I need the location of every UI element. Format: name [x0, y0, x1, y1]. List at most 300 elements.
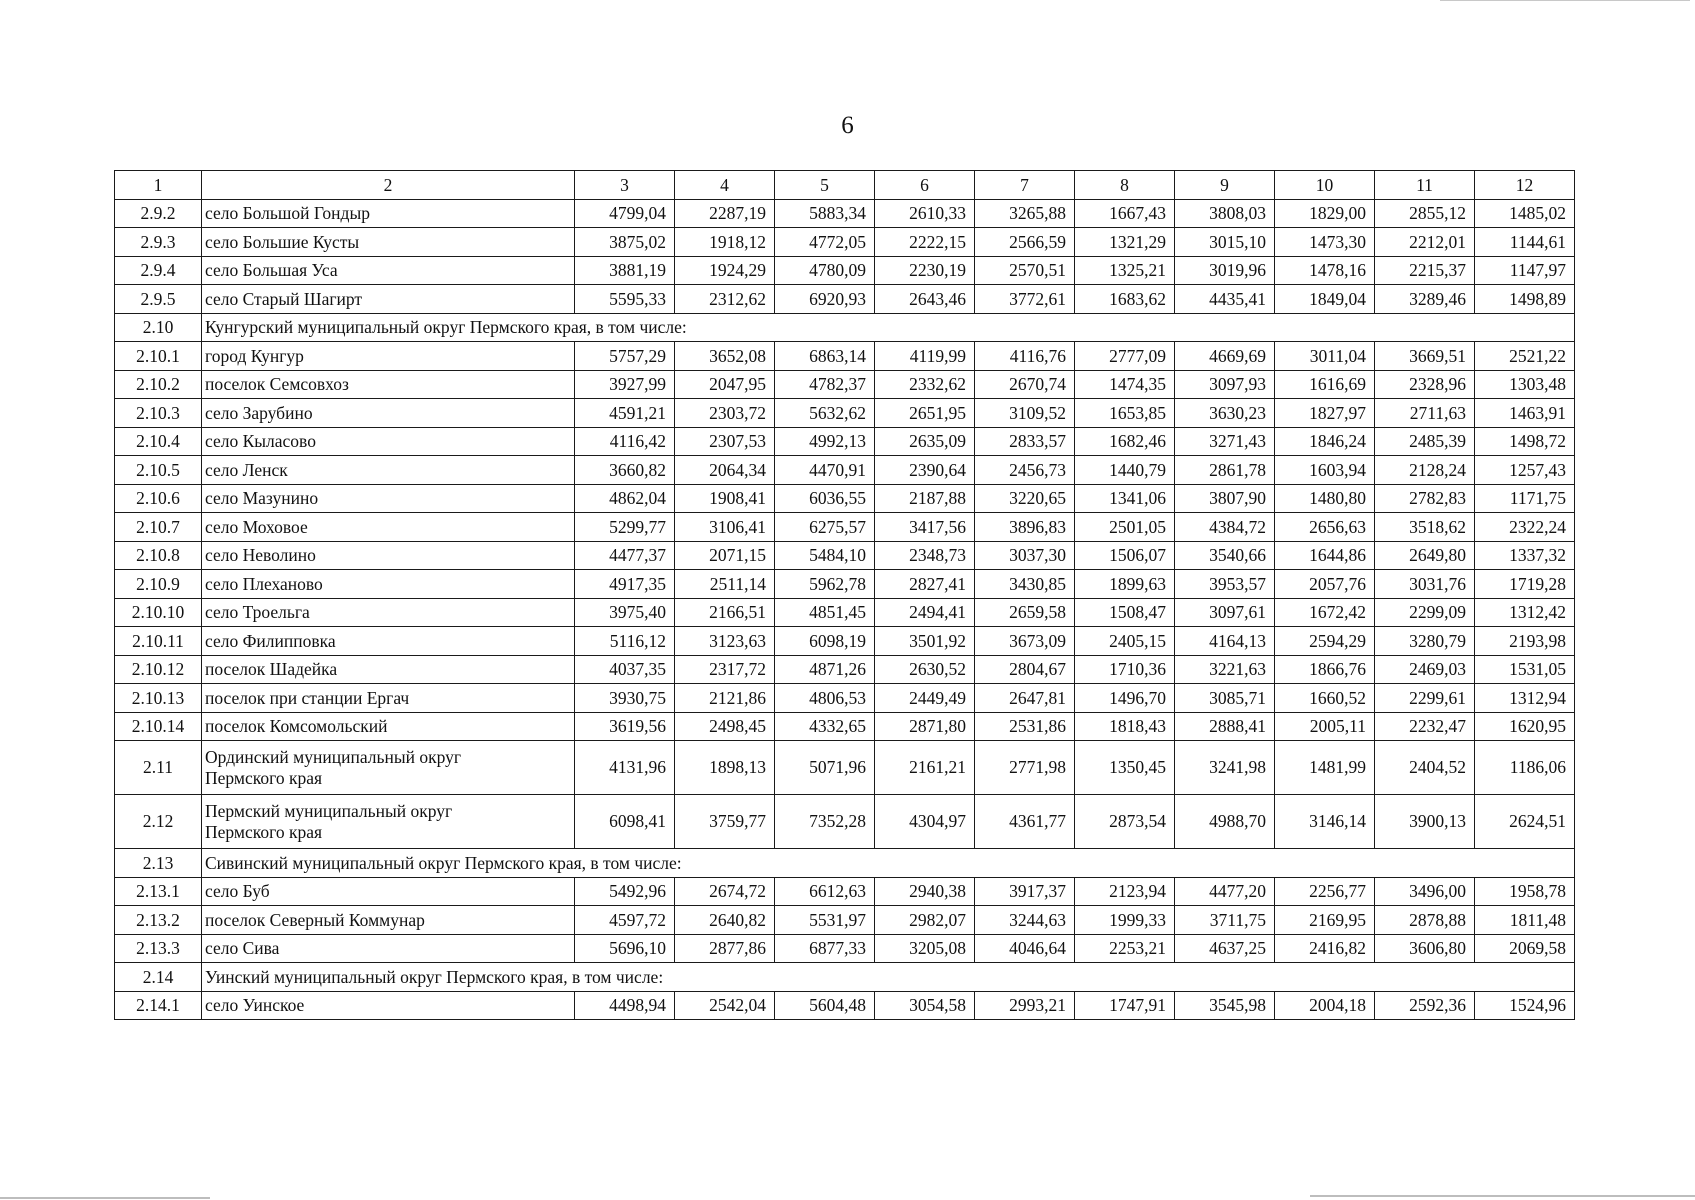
value-cell: 1924,29	[675, 256, 775, 285]
value-cell: 1350,45	[1075, 741, 1175, 795]
value-cell: 5071,96	[775, 741, 875, 795]
value-cell: 2624,51	[1475, 795, 1575, 849]
value-cell: 2307,53	[675, 427, 775, 456]
row-code: 2.11	[115, 741, 202, 795]
value-cell: 1682,46	[1075, 427, 1175, 456]
value-cell: 4119,99	[875, 342, 975, 371]
value-cell: 2390,64	[875, 456, 975, 485]
value-cell: 3953,57	[1175, 570, 1275, 599]
value-cell: 2064,34	[675, 456, 775, 485]
table-row	[115, 541, 1575, 570]
value-cell: 2670,74	[975, 370, 1075, 399]
value-cell: 2782,83	[1375, 484, 1475, 513]
value-cell: 2253,21	[1075, 934, 1175, 963]
value-cell: 3518,62	[1375, 513, 1475, 542]
value-cell: 2610,33	[875, 199, 975, 228]
value-cell: 1908,41	[675, 484, 775, 513]
value-cell: 4992,13	[775, 427, 875, 456]
group-row	[115, 963, 1575, 992]
value-cell: 3265,88	[975, 199, 1075, 228]
value-cell: 3220,65	[975, 484, 1075, 513]
value-cell: 1524,96	[1475, 991, 1575, 1020]
table-row	[115, 228, 1575, 257]
value-cell: 3015,10	[1175, 228, 1275, 257]
row-name: село Зарубино	[202, 399, 575, 428]
value-cell: 2656,63	[1275, 513, 1375, 542]
row-name: село Старый Шагирт	[202, 285, 575, 314]
row-code: 2.9.5	[115, 285, 202, 314]
value-cell: 1321,29	[1075, 228, 1175, 257]
value-cell: 2047,95	[675, 370, 775, 399]
value-cell: 2888,41	[1175, 712, 1275, 741]
value-cell: 3501,92	[875, 627, 975, 656]
table-row	[115, 256, 1575, 285]
value-cell: 5299,77	[575, 513, 675, 542]
column-number-cell: 6	[875, 171, 975, 200]
value-cell: 2630,52	[875, 655, 975, 684]
value-cell: 4851,45	[775, 598, 875, 627]
value-cell: 1341,06	[1075, 484, 1175, 513]
value-cell: 3673,09	[975, 627, 1075, 656]
value-cell: 2069,58	[1475, 934, 1575, 963]
value-cell: 2193,98	[1475, 627, 1575, 656]
column-number-cell: 2	[202, 171, 575, 200]
column-number-cell: 3	[575, 171, 675, 200]
value-cell: 2222,15	[875, 228, 975, 257]
row-name: поселок Семсовхоз	[202, 370, 575, 399]
value-cell: 3146,14	[1275, 795, 1375, 849]
value-cell: 4782,37	[775, 370, 875, 399]
value-cell: 3097,93	[1175, 370, 1275, 399]
value-cell: 4037,35	[575, 655, 675, 684]
value-cell: 2635,09	[875, 427, 975, 456]
column-number-row	[115, 171, 1575, 200]
value-cell: 1849,04	[1275, 285, 1375, 314]
value-cell: 3759,77	[675, 795, 775, 849]
value-cell: 2511,14	[675, 570, 775, 599]
value-cell: 3289,46	[1375, 285, 1475, 314]
value-cell: 2877,86	[675, 934, 775, 963]
value-cell: 1474,35	[1075, 370, 1175, 399]
value-cell: 1827,97	[1275, 399, 1375, 428]
column-number-cell: 4	[675, 171, 775, 200]
value-cell: 1603,94	[1275, 456, 1375, 485]
value-cell: 2123,94	[1075, 877, 1175, 906]
table-row	[115, 795, 1575, 849]
value-cell: 2322,24	[1475, 513, 1575, 542]
value-cell: 2871,80	[875, 712, 975, 741]
value-cell: 2940,38	[875, 877, 975, 906]
row-code: 2.10.12	[115, 655, 202, 684]
value-cell: 2643,46	[875, 285, 975, 314]
value-cell: 2485,39	[1375, 427, 1475, 456]
value-cell: 3430,85	[975, 570, 1075, 599]
row-name: Ординский муниципальный округ Пермского края	[202, 741, 575, 795]
value-cell: 2640,82	[675, 906, 775, 935]
value-cell: 2187,88	[875, 484, 975, 513]
value-cell: 2449,49	[875, 684, 975, 713]
value-cell: 3019,96	[1175, 256, 1275, 285]
value-cell: 2861,78	[1175, 456, 1275, 485]
value-cell: 4116,42	[575, 427, 675, 456]
table-row	[115, 427, 1575, 456]
value-cell: 3011,04	[1275, 342, 1375, 371]
table-row	[115, 712, 1575, 741]
row-code: 2.10.13	[115, 684, 202, 713]
table-row	[115, 342, 1575, 371]
value-cell: 2570,51	[975, 256, 1075, 285]
row-code: 2.10.9	[115, 570, 202, 599]
value-cell: 1147,97	[1475, 256, 1575, 285]
row-code: 2.13.3	[115, 934, 202, 963]
scan-edge-line	[0, 1197, 210, 1199]
value-cell: 3808,03	[1175, 199, 1275, 228]
value-cell: 4597,72	[575, 906, 675, 935]
value-cell: 1481,99	[1275, 741, 1375, 795]
value-cell: 2777,09	[1075, 342, 1175, 371]
column-number-cell: 1	[115, 171, 202, 200]
value-cell: 2804,67	[975, 655, 1075, 684]
group-row	[115, 313, 1575, 342]
value-cell: 4498,94	[575, 991, 675, 1020]
value-cell: 4862,04	[575, 484, 675, 513]
value-cell: 2128,24	[1375, 456, 1475, 485]
value-cell: 3772,61	[975, 285, 1075, 314]
table-row	[115, 456, 1575, 485]
scan-edge-line	[1310, 1195, 1695, 1197]
value-cell: 1498,89	[1475, 285, 1575, 314]
value-cell: 3241,98	[1175, 741, 1275, 795]
value-cell: 4669,69	[1175, 342, 1275, 371]
value-cell: 2566,59	[975, 228, 1075, 257]
table-row	[115, 991, 1575, 1020]
value-cell: 1719,28	[1475, 570, 1575, 599]
value-cell: 3896,83	[975, 513, 1075, 542]
row-code: 2.10	[115, 313, 202, 342]
value-cell: 3545,98	[1175, 991, 1275, 1020]
column-number-cell: 10	[1275, 171, 1375, 200]
page-number: 6	[841, 112, 854, 139]
value-cell: 2416,82	[1275, 934, 1375, 963]
value-cell: 1337,32	[1475, 541, 1575, 570]
value-cell: 2873,54	[1075, 795, 1175, 849]
row-name: село Ленск	[202, 456, 575, 485]
group-title: Кунгурский муниципальный округ Пермского края, в том числе:	[202, 313, 1575, 342]
value-cell: 4164,13	[1175, 627, 1275, 656]
value-cell: 3881,19	[575, 256, 675, 285]
value-cell: 6920,93	[775, 285, 875, 314]
value-cell: 2256,77	[1275, 877, 1375, 906]
value-cell: 1473,30	[1275, 228, 1375, 257]
row-code: 2.10.11	[115, 627, 202, 656]
value-cell: 2404,52	[1375, 741, 1475, 795]
value-cell: 4637,25	[1175, 934, 1275, 963]
value-cell: 1829,00	[1275, 199, 1375, 228]
value-cell: 7352,28	[775, 795, 875, 849]
row-name: Пермский муниципальный округ Пермского края	[202, 795, 575, 849]
column-number-cell: 9	[1175, 171, 1275, 200]
row-name: поселок Шадейка	[202, 655, 575, 684]
value-cell: 2993,21	[975, 991, 1075, 1020]
value-cell: 2659,58	[975, 598, 1075, 627]
table-row	[115, 370, 1575, 399]
value-cell: 1672,42	[1275, 598, 1375, 627]
row-code: 2.13.1	[115, 877, 202, 906]
value-cell: 3221,63	[1175, 655, 1275, 684]
value-cell: 4591,21	[575, 399, 675, 428]
value-cell: 1257,43	[1475, 456, 1575, 485]
value-cell: 3037,30	[975, 541, 1075, 570]
value-cell: 1312,42	[1475, 598, 1575, 627]
table-row	[115, 199, 1575, 228]
value-cell: 2674,72	[675, 877, 775, 906]
value-cell: 1498,72	[1475, 427, 1575, 456]
tariff-table	[114, 170, 1575, 1020]
value-cell: 2982,07	[875, 906, 975, 935]
value-cell: 5116,12	[575, 627, 675, 656]
table-row	[115, 684, 1575, 713]
value-cell: 2771,98	[975, 741, 1075, 795]
value-cell: 3109,52	[975, 399, 1075, 428]
table-row	[115, 598, 1575, 627]
value-cell: 2071,15	[675, 541, 775, 570]
value-cell: 1818,43	[1075, 712, 1175, 741]
value-cell: 3540,66	[1175, 541, 1275, 570]
column-number-cell: 11	[1375, 171, 1475, 200]
value-cell: 2287,19	[675, 199, 775, 228]
row-code: 2.10.3	[115, 399, 202, 428]
value-cell: 1811,48	[1475, 906, 1575, 935]
value-cell: 1496,70	[1075, 684, 1175, 713]
value-cell: 1999,33	[1075, 906, 1175, 935]
value-cell: 1683,62	[1075, 285, 1175, 314]
value-cell: 1660,52	[1275, 684, 1375, 713]
value-cell: 3975,40	[575, 598, 675, 627]
row-code: 2.10.2	[115, 370, 202, 399]
column-number-cell: 5	[775, 171, 875, 200]
value-cell: 2230,19	[875, 256, 975, 285]
value-cell: 4435,41	[1175, 285, 1275, 314]
value-cell: 3660,82	[575, 456, 675, 485]
value-cell: 2878,88	[1375, 906, 1475, 935]
value-cell: 1846,24	[1275, 427, 1375, 456]
value-cell: 1747,91	[1075, 991, 1175, 1020]
row-code: 2.9.3	[115, 228, 202, 257]
row-name: село Большой Гондыр	[202, 199, 575, 228]
row-name: поселок при станции Ергач	[202, 684, 575, 713]
table-row	[115, 484, 1575, 513]
group-title: Уинский муниципальный округ Пермского края, в том числе:	[202, 963, 1575, 992]
value-cell: 3244,63	[975, 906, 1075, 935]
value-cell: 1653,85	[1075, 399, 1175, 428]
value-cell: 3280,79	[1375, 627, 1475, 656]
value-cell: 2328,96	[1375, 370, 1475, 399]
value-cell: 2299,09	[1375, 598, 1475, 627]
row-name: село Троельга	[202, 598, 575, 627]
value-cell: 4304,97	[875, 795, 975, 849]
row-name: поселок Северный Коммунар	[202, 906, 575, 935]
value-cell: 5492,96	[575, 877, 675, 906]
table-row	[115, 627, 1575, 656]
value-cell: 2215,37	[1375, 256, 1475, 285]
table-row	[115, 655, 1575, 684]
value-cell: 2348,73	[875, 541, 975, 570]
value-cell: 3054,58	[875, 991, 975, 1020]
value-cell: 1899,63	[1075, 570, 1175, 599]
value-cell: 4806,53	[775, 684, 875, 713]
row-name: поселок Комсомольский	[202, 712, 575, 741]
value-cell: 6877,33	[775, 934, 875, 963]
value-cell: 2057,76	[1275, 570, 1375, 599]
value-cell: 2212,01	[1375, 228, 1475, 257]
value-cell: 4917,35	[575, 570, 675, 599]
value-cell: 4988,70	[1175, 795, 1275, 849]
value-cell: 3930,75	[575, 684, 675, 713]
row-name: город Кунгур	[202, 342, 575, 371]
column-number-cell: 7	[975, 171, 1075, 200]
row-code: 2.10.6	[115, 484, 202, 513]
value-cell: 4361,77	[975, 795, 1075, 849]
value-cell: 2456,73	[975, 456, 1075, 485]
row-code: 2.9.2	[115, 199, 202, 228]
table-row	[115, 513, 1575, 542]
value-cell: 6098,41	[575, 795, 675, 849]
value-cell: 2592,36	[1375, 991, 1475, 1020]
value-cell: 2531,86	[975, 712, 1075, 741]
table-row	[115, 877, 1575, 906]
value-cell: 2711,63	[1375, 399, 1475, 428]
table-row	[115, 934, 1575, 963]
value-cell: 1918,12	[675, 228, 775, 257]
value-cell: 3875,02	[575, 228, 675, 257]
row-code: 2.10.10	[115, 598, 202, 627]
value-cell: 4799,04	[575, 199, 675, 228]
value-cell: 2542,04	[675, 991, 775, 1020]
value-cell: 2121,86	[675, 684, 775, 713]
value-cell: 6036,55	[775, 484, 875, 513]
value-cell: 3085,71	[1175, 684, 1275, 713]
value-cell: 5531,97	[775, 906, 875, 935]
row-code: 2.10.8	[115, 541, 202, 570]
value-cell: 2498,45	[675, 712, 775, 741]
row-name: село Буб	[202, 877, 575, 906]
table-row	[115, 741, 1575, 795]
row-name: село Кыласово	[202, 427, 575, 456]
value-cell: 1440,79	[1075, 456, 1175, 485]
value-cell: 2827,41	[875, 570, 975, 599]
value-cell: 3417,56	[875, 513, 975, 542]
value-cell: 5604,48	[775, 991, 875, 1020]
value-cell: 2649,80	[1375, 541, 1475, 570]
value-cell: 3900,13	[1375, 795, 1475, 849]
value-cell: 4772,05	[775, 228, 875, 257]
column-number-cell: 8	[1075, 171, 1175, 200]
row-code: 2.10.14	[115, 712, 202, 741]
value-cell: 2833,57	[975, 427, 1075, 456]
value-cell: 4131,96	[575, 741, 675, 795]
value-cell: 1508,47	[1075, 598, 1175, 627]
value-cell: 4477,37	[575, 541, 675, 570]
value-cell: 4332,65	[775, 712, 875, 741]
group-title: Сивинский муниципальный округ Пермского края, в том числе:	[202, 849, 1575, 878]
row-code: 2.9.4	[115, 256, 202, 285]
value-cell: 1506,07	[1075, 541, 1175, 570]
value-cell: 1866,76	[1275, 655, 1375, 684]
value-cell: 2855,12	[1375, 199, 1475, 228]
group-row	[115, 849, 1575, 878]
column-number-cell: 12	[1475, 171, 1575, 200]
row-code: 2.10.1	[115, 342, 202, 371]
value-cell: 3669,51	[1375, 342, 1475, 371]
row-code: 2.14.1	[115, 991, 202, 1020]
value-cell: 3927,99	[575, 370, 675, 399]
value-cell: 5696,10	[575, 934, 675, 963]
value-cell: 1480,80	[1275, 484, 1375, 513]
value-cell: 5757,29	[575, 342, 675, 371]
row-code: 2.13	[115, 849, 202, 878]
value-cell: 1463,91	[1475, 399, 1575, 428]
value-cell: 1312,94	[1475, 684, 1575, 713]
value-cell: 5962,78	[775, 570, 875, 599]
value-cell: 3807,90	[1175, 484, 1275, 513]
table-row	[115, 570, 1575, 599]
value-cell: 1644,86	[1275, 541, 1375, 570]
value-cell: 1620,95	[1475, 712, 1575, 741]
value-cell: 3917,37	[975, 877, 1075, 906]
value-cell: 1667,43	[1075, 199, 1175, 228]
value-cell: 1144,61	[1475, 228, 1575, 257]
row-name: село Уинское	[202, 991, 575, 1020]
row-name: село Мазунино	[202, 484, 575, 513]
value-cell: 2169,95	[1275, 906, 1375, 935]
value-cell: 4116,76	[975, 342, 1075, 371]
value-cell: 4384,72	[1175, 513, 1275, 542]
value-cell: 3205,08	[875, 934, 975, 963]
value-cell: 5883,34	[775, 199, 875, 228]
value-cell: 6863,14	[775, 342, 875, 371]
value-cell: 4871,26	[775, 655, 875, 684]
value-cell: 1186,06	[1475, 741, 1575, 795]
row-name: село Большие Кусты	[202, 228, 575, 257]
value-cell: 3271,43	[1175, 427, 1275, 456]
value-cell: 2651,95	[875, 399, 975, 428]
value-cell: 3619,56	[575, 712, 675, 741]
scan-edge-line	[1440, 0, 1690, 1]
value-cell: 1303,48	[1475, 370, 1575, 399]
value-cell: 1898,13	[675, 741, 775, 795]
value-cell: 5632,62	[775, 399, 875, 428]
value-cell: 6612,63	[775, 877, 875, 906]
value-cell: 2232,47	[1375, 712, 1475, 741]
value-cell: 2312,62	[675, 285, 775, 314]
value-cell: 5595,33	[575, 285, 675, 314]
value-cell: 4780,09	[775, 256, 875, 285]
row-code: 2.12	[115, 795, 202, 849]
row-name: село Моховое	[202, 513, 575, 542]
value-cell: 1710,36	[1075, 655, 1175, 684]
value-cell: 3652,08	[675, 342, 775, 371]
value-cell: 3106,41	[675, 513, 775, 542]
value-cell: 4470,91	[775, 456, 875, 485]
table-body	[115, 171, 1575, 1020]
value-cell: 2469,03	[1375, 655, 1475, 684]
value-cell: 3630,23	[1175, 399, 1275, 428]
value-cell: 6098,19	[775, 627, 875, 656]
value-cell: 2299,61	[1375, 684, 1475, 713]
value-cell: 2647,81	[975, 684, 1075, 713]
value-cell: 1171,75	[1475, 484, 1575, 513]
value-cell: 2005,11	[1275, 712, 1375, 741]
